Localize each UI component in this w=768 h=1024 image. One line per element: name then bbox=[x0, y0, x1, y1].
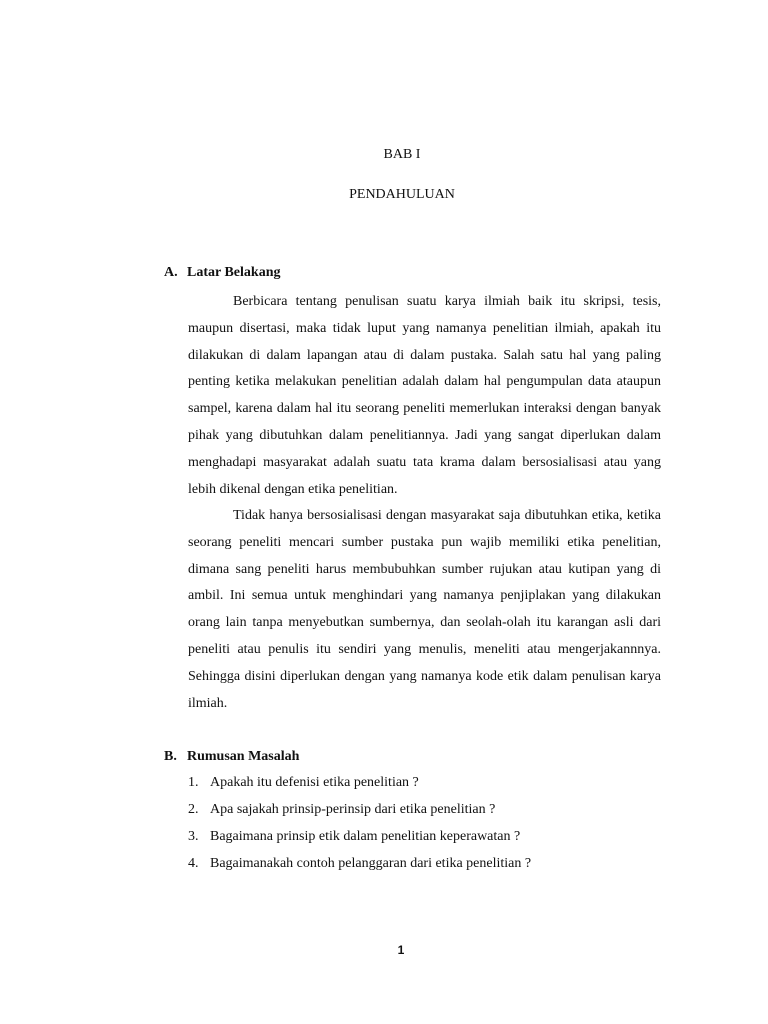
body-paragraph: Tidak hanya bersosialisasi dengan masyarakat saja dibutuhkan etika, ketika seorang peneliti mencari sumber pustaka pun wajib memiliki etika penelitian, dimana sang peneliti harus membubuhkan sumber rujukan atau kutipan yang di ambil. Ini semua untuk menghindari yang namanya penjiplakan yang dilakukan orang lain tanpa menyebutkan sumbernya, dan seolah-olah itu karangan asli dari peneliti atau penulis itu sendiri yang menulis, meneliti atau mengerjakannnya. Sehingga disini diperlukan dengan yang namanya kode etik dalam penulisan karya ilmiah. bbox=[188, 508, 661, 711]
section-heading-latar-belakang bbox=[164, 265, 280, 281]
list-item-text: Apakah itu defenisi etika penelitian ? bbox=[210, 775, 419, 790]
section-title: Rumusan Masalah bbox=[187, 749, 300, 764]
chapter-title: PENDAHULUAN bbox=[349, 187, 455, 202]
list-item-number: 1. bbox=[188, 775, 199, 790]
research-questions-list bbox=[188, 773, 531, 881]
list-item bbox=[188, 800, 531, 827]
body-paragraph: Berbicara tentang penulisan suatu karya ilmiah baik itu skripsi, tesis, maupun disertasi, maka tidak luput yang namanya penelitian ilmiah, apakah itu dilakukan di dalam lapangan atau di dalam pustaka. Salah satu hal yang paling penting ketika melakukan penelitian adalah dalam hal pengumpulan data ataupun sampel, karena dalam hal itu seorang peneliti memerlukan interaksi dengan banyak pihak yang dibutuhkan dalam penelitiannya. Jadi yang sangat diperlukan dalam menghadapi masyarakat adalah suatu tata krama dalam bersosialisasi atau yang lebih dikenal dengan etika penelitian. bbox=[188, 294, 661, 497]
section-letter: B. bbox=[164, 749, 177, 764]
list-item bbox=[188, 854, 531, 881]
section-title: Latar Belakang bbox=[187, 265, 281, 280]
chapter-number: BAB I bbox=[383, 147, 421, 162]
list-item bbox=[188, 773, 531, 800]
list-item-text: Apa sajakah prinsip-perinsip dari etika penelitian ? bbox=[210, 802, 496, 817]
list-item-number: 2. bbox=[188, 802, 199, 817]
list-item-number: 4. bbox=[188, 856, 199, 871]
section-letter: A. bbox=[164, 265, 178, 280]
page-number: 1 bbox=[397, 943, 405, 957]
list-item-number: 3. bbox=[188, 829, 199, 844]
list-item-text: Bagaimana prinsip etik dalam penelitian keperawatan ? bbox=[210, 829, 521, 844]
list-item bbox=[188, 827, 531, 854]
list-item-text: Bagaimanakah contoh pelanggaran dari etika penelitian ? bbox=[210, 856, 532, 871]
section-heading-rumusan-masalah bbox=[164, 749, 299, 765]
